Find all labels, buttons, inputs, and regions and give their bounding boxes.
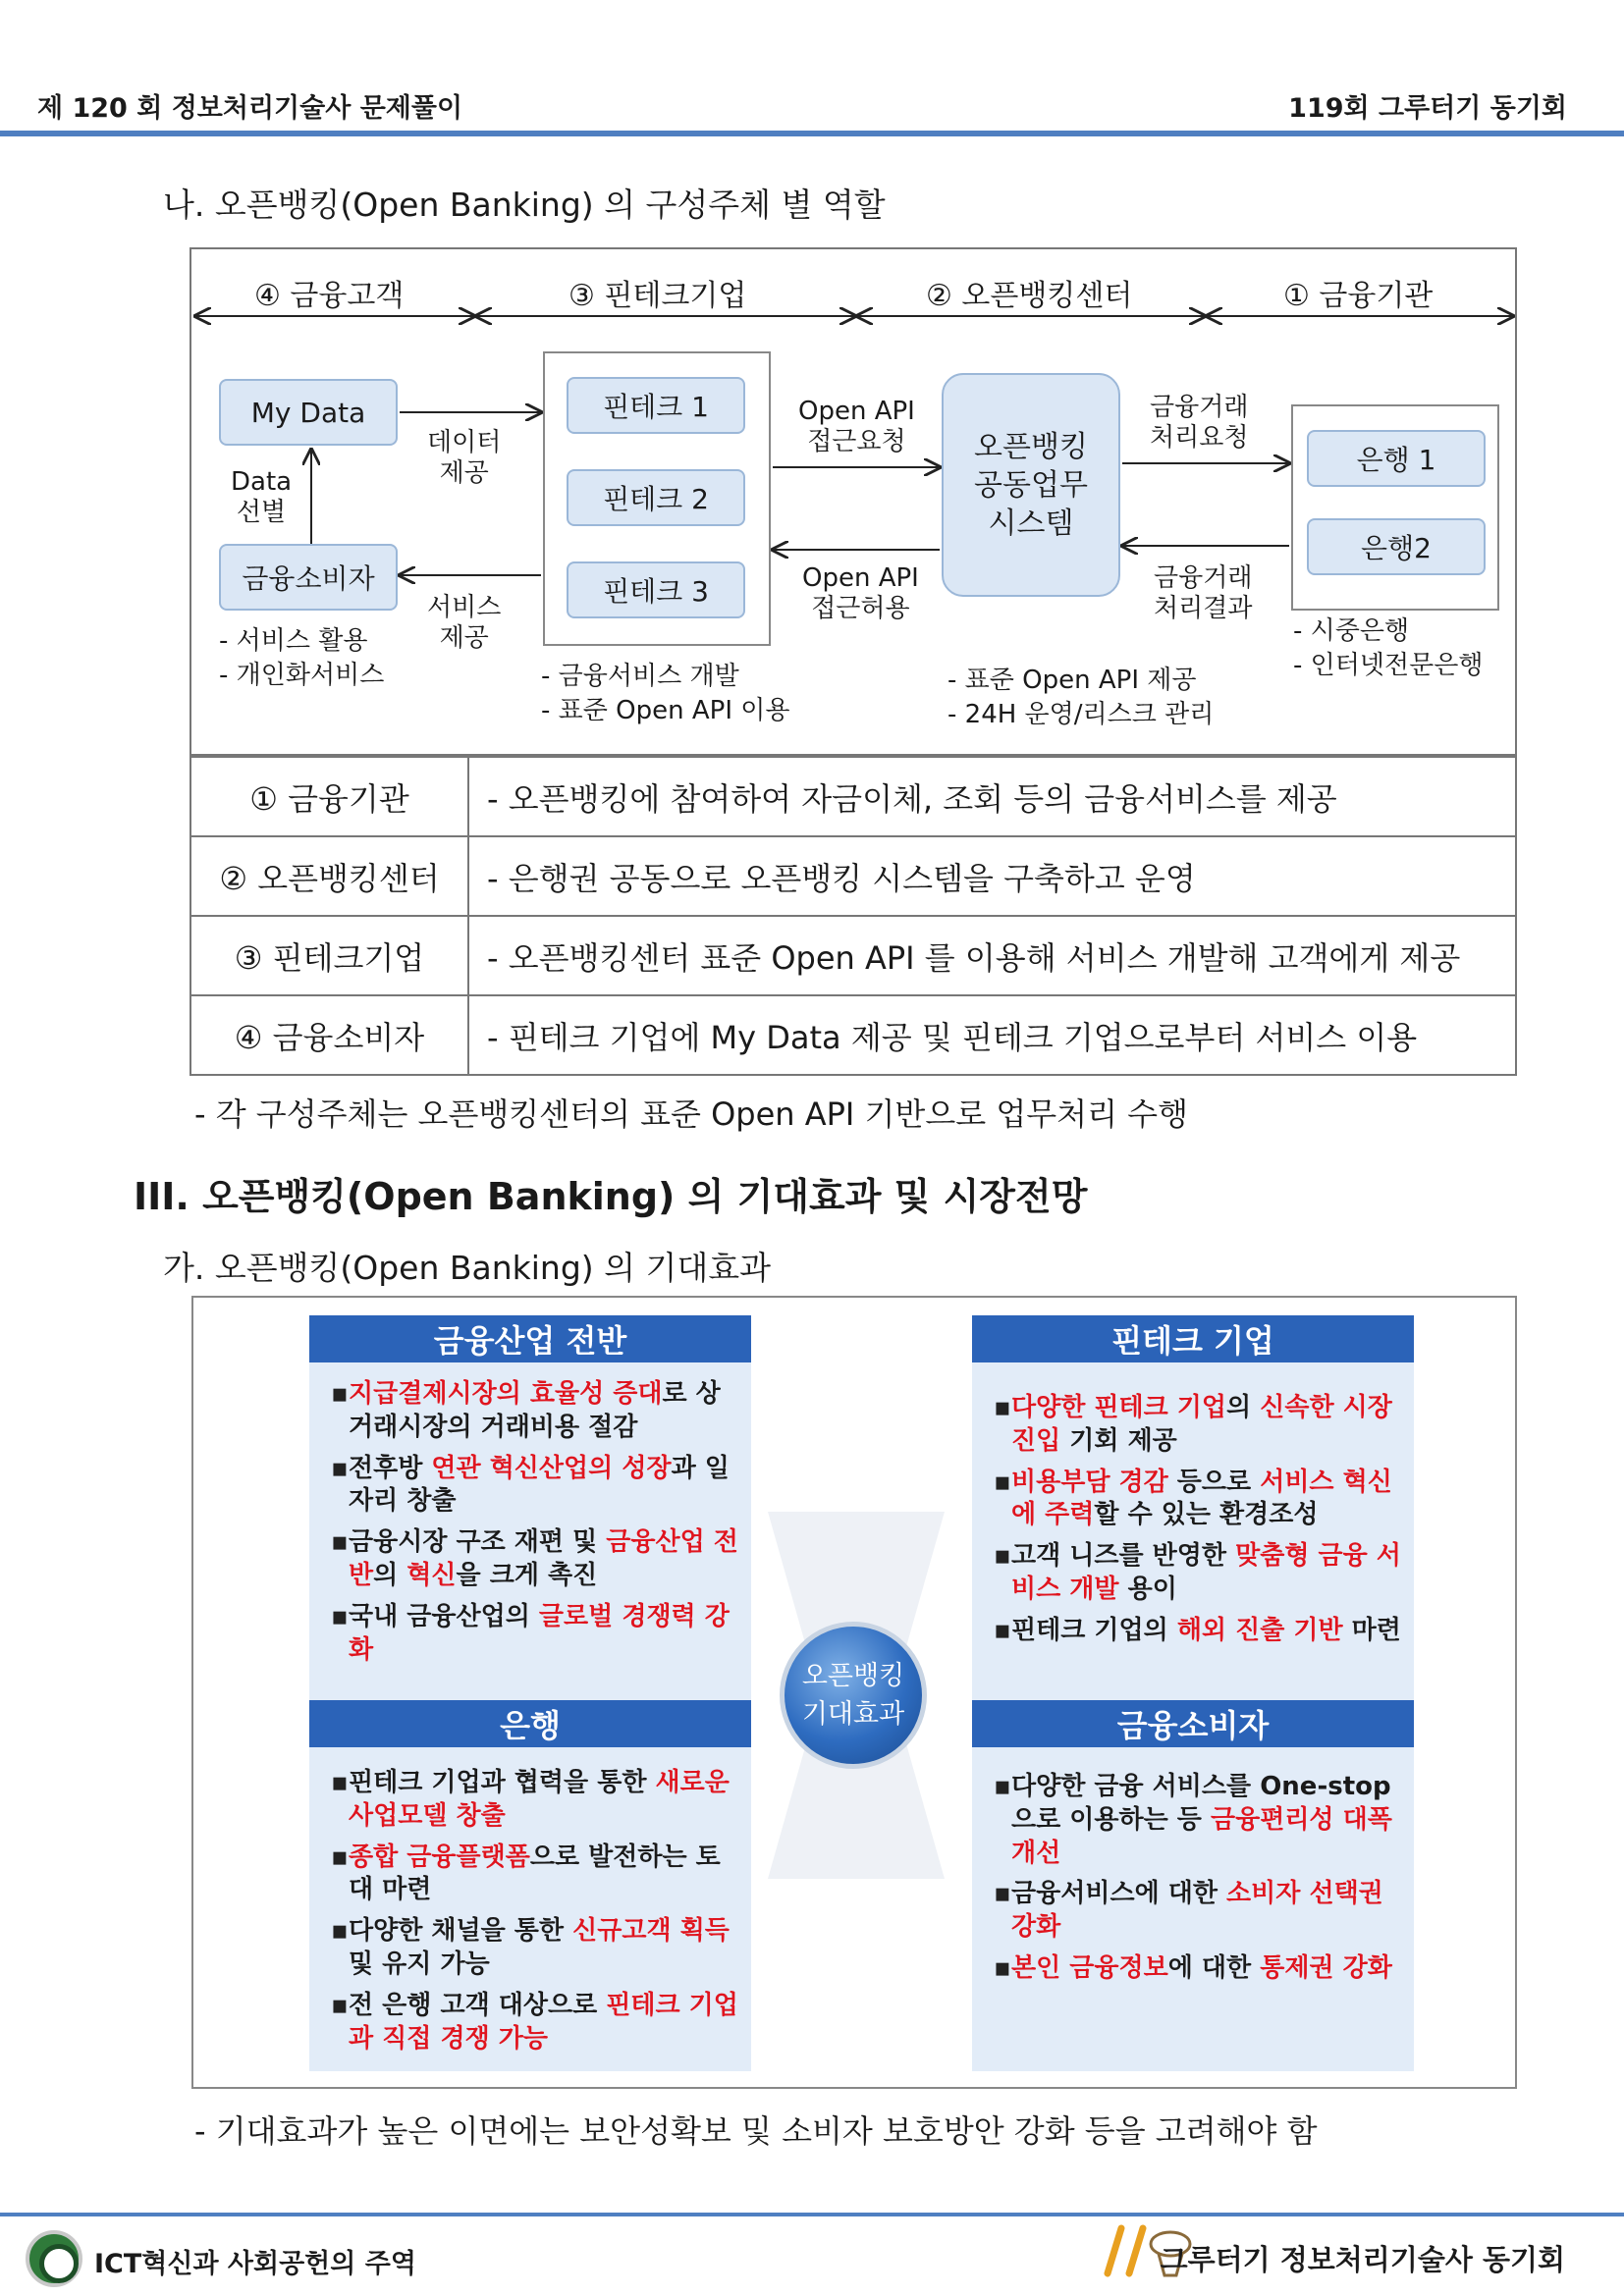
role-entity: ④ 금융소비자 bbox=[190, 995, 468, 1075]
center-node-line-3: 시스템 bbox=[988, 506, 1074, 541]
highlight-text: 신규고객 획득 bbox=[572, 1916, 730, 1947]
note-roles: - 각 구성주체는 오픈뱅킹센터의 표준 Open API 기반으로 업무처리 수행 bbox=[194, 1095, 1188, 1133]
plain-text: 금융시장 구조 재편 및 bbox=[349, 1527, 607, 1558]
list-item bbox=[986, 1392, 1402, 1459]
footer-left-text: ICT혁신과 사회공헌의 주역 bbox=[94, 2249, 416, 2279]
list-item bbox=[986, 1878, 1402, 1945]
plain-text: 국내 금융산업의 bbox=[349, 1601, 539, 1631]
caption-consumer bbox=[219, 624, 384, 693]
highlight-text: 신속한 시장 진입 bbox=[1011, 1393, 1392, 1456]
panel-industry-title: 금융산업 전반 bbox=[309, 1315, 751, 1362]
highlight-text: 종합 금융플랫폼 bbox=[349, 1842, 530, 1872]
label-tx-request bbox=[1150, 393, 1248, 454]
label-service-provide-line-1: 서비스 bbox=[427, 593, 502, 622]
plain-text: 전후방 bbox=[349, 1453, 432, 1483]
plain-text: 고객 니즈를 반영한 bbox=[1011, 1541, 1236, 1572]
highlight-text: 맞춤형 금융 서비스 개발 bbox=[1011, 1541, 1401, 1604]
list-item bbox=[986, 1540, 1402, 1607]
plain-text: 금융서비스에 대한 bbox=[1011, 1879, 1227, 1909]
plain-text: 로 상거래시장의 거래비용 절감 bbox=[349, 1379, 721, 1442]
label-api-request-line-2: 접근요청 bbox=[807, 427, 906, 457]
role-entity: ① 금융기관 bbox=[190, 757, 468, 836]
list-item bbox=[323, 1453, 739, 1520]
band-center: ② 오픈뱅킹센터 bbox=[926, 279, 1133, 313]
label-api-allow bbox=[802, 563, 919, 624]
fintech-node-3: 핀테크 3 bbox=[567, 561, 745, 618]
role-description: - 오픈뱅킹에 참여하여 자금이체, 조회 등의 금융서비스를 제공 bbox=[468, 757, 1516, 836]
plain-text: 다양한 채널을 통한 bbox=[349, 1916, 573, 1947]
center-node-line-1: 오픈뱅킹 bbox=[974, 429, 1088, 464]
label-data-select-line-2: 선별 bbox=[236, 498, 287, 528]
section-heading-effects: 가. 오픈뱅킹(Open Banking) 의 기대효과 bbox=[163, 1249, 772, 1287]
header-right-title: 119회 그루터기 동기회 bbox=[1288, 93, 1567, 124]
plain-text: 에 대한 bbox=[1167, 1952, 1261, 1983]
list-item bbox=[986, 1467, 1402, 1533]
fintech-node-1: 핀테크 1 bbox=[567, 377, 745, 434]
plain-text: 으로 발전하는 토대 마련 bbox=[349, 1842, 721, 1905]
effects-figure bbox=[191, 1296, 1517, 2089]
note-effects: - 기대효과가 높은 이면에는 보안성확보 및 소비자 보호방안 강화 등을 고려해야 함 bbox=[194, 2112, 1318, 2150]
list-item bbox=[323, 1378, 739, 1445]
footer-right-text: 그루터기 정보처리기술사 동기회 bbox=[1160, 2243, 1565, 2276]
list-item bbox=[323, 1767, 739, 1834]
label-api-allow-line-2: 접근허용 bbox=[811, 594, 910, 624]
label-data-select bbox=[231, 467, 292, 528]
label-tx-request-line-1: 금융거래 bbox=[1150, 393, 1249, 422]
label-tx-result-line-2: 처리결과 bbox=[1154, 594, 1253, 624]
label-tx-result bbox=[1154, 563, 1252, 624]
caption-fintech-line-1: - 금융서비스 개발 bbox=[541, 662, 739, 691]
highlight-text: 금융산업 전반 bbox=[349, 1527, 738, 1590]
label-tx-request-line-2: 처리요청 bbox=[1150, 423, 1249, 454]
panel-consumer bbox=[972, 1700, 1414, 2071]
effects-center-circle bbox=[780, 1622, 927, 1769]
plain-text: 의 bbox=[1226, 1393, 1261, 1422]
caption-bank-line-2: - 인터넷전문은행 bbox=[1293, 651, 1484, 681]
header-divider bbox=[0, 131, 1624, 136]
highlight-text: 통제권 강화 bbox=[1260, 1952, 1392, 1983]
bank-node-2: 은행2 bbox=[1307, 518, 1486, 575]
label-api-allow-line-1: Open API bbox=[802, 563, 919, 593]
role-description: - 핀테크 기업에 My Data 제공 및 핀테크 기업으로부터 서비스 이용 bbox=[468, 995, 1516, 1075]
band-institution: ① 금융기관 bbox=[1283, 279, 1434, 313]
list-item bbox=[986, 1952, 1402, 1986]
list-item bbox=[323, 1526, 739, 1593]
caption-center bbox=[947, 664, 1214, 732]
plain-text: 의 bbox=[373, 1560, 407, 1590]
band-fintech: ③ 핀테크기업 bbox=[568, 279, 747, 313]
label-service-provide-line-2: 제공 bbox=[439, 623, 489, 654]
center-circle-line-2: 기대효과 bbox=[801, 1699, 905, 1730]
table-row bbox=[190, 836, 1516, 916]
highlight-text: 서비스 혁신에 주력 bbox=[1011, 1467, 1392, 1530]
highlight-text: 비용부담 경감 bbox=[1011, 1467, 1168, 1497]
label-tx-result-line-1: 금융거래 bbox=[1154, 563, 1253, 593]
plain-text: 을 크게 촉진 bbox=[456, 1560, 598, 1590]
table-row bbox=[190, 757, 1516, 836]
highlight-text: 혁신 bbox=[406, 1560, 457, 1590]
highlight-text: 지급결제시장의 효율성 증대 bbox=[349, 1379, 663, 1409]
panel-fintech bbox=[972, 1315, 1414, 1700]
plain-text: 과 일자리 창출 bbox=[349, 1453, 730, 1517]
label-data-provide-line-2: 제공 bbox=[439, 458, 489, 489]
plain-text: 할 수 있는 환경조성 bbox=[1094, 1500, 1319, 1530]
plain-text: 전 은행 고객 대상으로 bbox=[349, 1990, 607, 2020]
center-circle-line-1: 오픈뱅킹 bbox=[801, 1660, 905, 1691]
plain-text: 등으로 bbox=[1167, 1467, 1261, 1497]
highlight-text: 새로운 사업모델 창출 bbox=[349, 1768, 730, 1831]
center-node-line-2: 공동업무 bbox=[974, 467, 1088, 503]
plain-text: 마련 bbox=[1342, 1615, 1401, 1645]
highlight-text: 해외 진출 기반 bbox=[1176, 1615, 1343, 1645]
plain-text: 핀테크 기업과 협력을 통한 bbox=[349, 1768, 656, 1797]
panel-fintech-title: 핀테크 기업 bbox=[972, 1315, 1414, 1362]
caption-fintech-line-2: - 표준 Open API 이용 bbox=[541, 696, 790, 726]
list-item bbox=[323, 1601, 739, 1668]
footer-divider bbox=[0, 2213, 1624, 2216]
plain-text: 및 유지 가능 bbox=[349, 1949, 490, 1979]
highlight-text: 금융편리성 대폭 개선 bbox=[1011, 1804, 1392, 1868]
section-heading-roles: 나. 오픈뱅킹(Open Banking) 의 구성주체 별 역할 bbox=[163, 186, 886, 224]
list-item bbox=[323, 1842, 739, 1908]
highlight-text: 핀테크 기업과 직접 경쟁 가능 bbox=[349, 1990, 738, 2054]
panel-industry bbox=[309, 1315, 751, 1700]
label-api-request-line-1: Open API bbox=[798, 397, 915, 426]
list-item bbox=[323, 1915, 739, 1982]
caption-center-line-2: - 24H 운영/리스크 관리 bbox=[947, 700, 1215, 730]
caption-bank-line-1: - 시중은행 bbox=[1293, 616, 1410, 646]
caption-center-line-1: - 표준 Open API 제공 bbox=[947, 666, 1197, 695]
label-data-provide bbox=[427, 428, 501, 489]
list-item bbox=[323, 1990, 739, 2056]
panel-bank-title: 은행 bbox=[309, 1700, 751, 1747]
highlight-text: 본인 금융정보 bbox=[1011, 1952, 1168, 1983]
plain-text: 용이 bbox=[1118, 1574, 1177, 1604]
open-banking-diagram bbox=[189, 247, 1517, 756]
panel-bank bbox=[309, 1700, 751, 2071]
highlight-text: 글로벌 경쟁력 강화 bbox=[349, 1601, 730, 1665]
table-row bbox=[190, 916, 1516, 995]
list-item bbox=[986, 1615, 1402, 1648]
header-left-title: 제 120 회 정보처리기술사 문제풀이 bbox=[37, 93, 463, 124]
label-data-provide-line-1: 데이터 bbox=[427, 428, 502, 457]
band-customer: ④ 금융고객 bbox=[254, 279, 405, 313]
table-row bbox=[190, 995, 1516, 1075]
role-entity: ② 오픈뱅킹센터 bbox=[190, 836, 468, 916]
highlight-text: 소비자 선택권 강화 bbox=[1011, 1879, 1383, 1943]
consumer-node: 금융소비자 bbox=[219, 544, 398, 611]
role-entity: ③ 핀테크기업 bbox=[190, 916, 468, 995]
label-service-provide bbox=[427, 593, 501, 654]
roles-table bbox=[189, 756, 1517, 1076]
role-description: - 은행권 공동으로 오픈뱅킹 시스템을 구축하고 운영 bbox=[468, 836, 1516, 916]
bank-node-1: 은행 1 bbox=[1307, 430, 1486, 487]
highlight-text: 다양한 핀테크 기업 bbox=[1011, 1393, 1227, 1422]
my-data-node: My Data bbox=[219, 379, 398, 446]
caption-fintech bbox=[541, 660, 789, 728]
ict-logo-icon bbox=[26, 2230, 82, 2287]
list-item bbox=[986, 1771, 1402, 1870]
section-heading-expectations: III. 오픈뱅킹(Open Banking) 의 기대효과 및 시장전망 bbox=[134, 1175, 1088, 1218]
caption-consumer-line-2: - 개인화서비스 bbox=[219, 661, 385, 691]
label-data-select-line-1: Data bbox=[231, 467, 293, 497]
fintech-node-2: 핀테크 2 bbox=[567, 469, 745, 526]
caption-consumer-line-1: - 서비스 활용 bbox=[219, 626, 368, 656]
role-description: - 오픈뱅킹센터 표준 Open API 를 이용해 서비스 개발해 고객에게 제공 bbox=[468, 916, 1516, 995]
label-api-request bbox=[798, 397, 915, 457]
caption-bank bbox=[1293, 614, 1483, 683]
panel-consumer-title: 금융소비자 bbox=[972, 1700, 1414, 1747]
open-banking-center-node bbox=[942, 373, 1120, 597]
plain-text: 다양한 금융 서비스를 One-stop으로 이용하는 등 bbox=[1011, 1772, 1391, 1835]
highlight-text: 연관 혁신산업의 성장 bbox=[431, 1453, 672, 1483]
plain-text: 기회 제공 bbox=[1060, 1425, 1177, 1456]
plain-text: 핀테크 기업의 bbox=[1011, 1615, 1177, 1645]
